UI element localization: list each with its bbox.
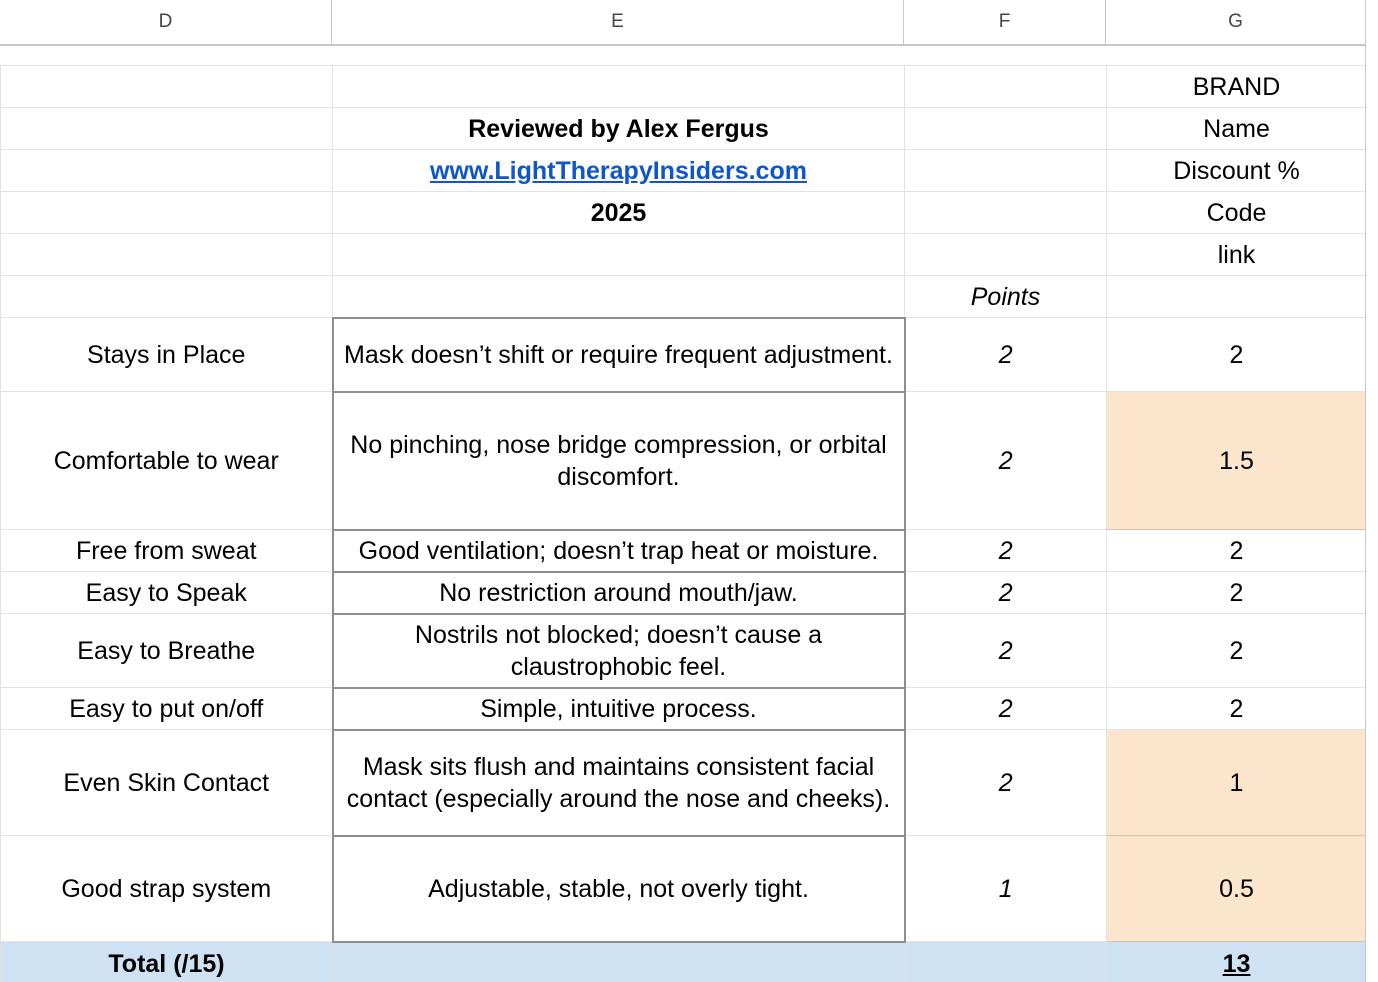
points-cell[interactable]: 2 [905, 730, 1107, 836]
table-row [1, 530, 1367, 572]
table-row [1, 234, 1367, 276]
criterion-cell[interactable]: Good strap system [1, 836, 333, 942]
points-header-cell[interactable]: Points [905, 276, 1107, 318]
column-header-f[interactable]: F [904, 0, 1106, 46]
reviewer-cell[interactable]: Reviewed by Alex Fergus [333, 108, 905, 150]
total-value-cell[interactable] [1107, 942, 1367, 982]
criterion-cell[interactable]: Easy to Speak [1, 572, 333, 614]
cell-f[interactable] [905, 108, 1107, 150]
criterion-cell[interactable]: Easy to Breathe [1, 614, 333, 688]
description-cell[interactable]: Mask sits flush and maintains consistent facial contact (especially around the nose and cheeks). [333, 730, 905, 836]
points-cell[interactable]: 2 [905, 392, 1107, 530]
cell-d[interactable] [1, 192, 333, 234]
score-cell[interactable]: 1 [1107, 730, 1367, 836]
scrollbar-edge[interactable] [1365, 0, 1378, 982]
total-value: 13 [1222, 949, 1251, 978]
criterion-cell[interactable]: Easy to put on/off [1, 688, 333, 730]
table-row [1, 688, 1367, 730]
description-cell[interactable]: No restriction around mouth/jaw. [333, 572, 905, 614]
description-cell[interactable]: Mask doesn’t shift or require frequent adjustment. [333, 318, 905, 392]
column-header-d[interactable]: D [0, 0, 332, 46]
table-row [1, 108, 1367, 150]
points-cell[interactable]: 2 [905, 318, 1107, 392]
score-cell[interactable]: 0.5 [1107, 836, 1367, 942]
cell-d[interactable] [1, 276, 333, 318]
table-row [1, 730, 1367, 836]
total-row [1, 942, 1367, 982]
points-cell[interactable]: 1 [905, 836, 1107, 942]
cell-f[interactable] [905, 150, 1107, 192]
cell-f[interactable] [905, 942, 1107, 982]
table-row [1, 318, 1367, 392]
website-link[interactable]: www.LightTherapyInsiders.com [430, 156, 807, 185]
cell-d[interactable] [1, 234, 333, 276]
name-cell[interactable]: Name [1107, 108, 1367, 150]
table-row [1, 614, 1367, 688]
website-cell[interactable] [333, 150, 905, 192]
score-cell[interactable]: 2 [1107, 530, 1367, 572]
column-header-bar [0, 0, 1378, 46]
description-cell[interactable]: Nostrils not blocked; doesn’t cause a claustrophobic feel. [333, 614, 905, 688]
points-cell[interactable]: 2 [905, 572, 1107, 614]
frozen-row-gap [0, 46, 1378, 66]
rating-table [0, 65, 1367, 982]
cell-f[interactable] [905, 192, 1107, 234]
points-cell[interactable]: 2 [905, 530, 1107, 572]
description-cell[interactable]: Good ventilation; doesn’t trap heat or moisture. [333, 530, 905, 572]
cell-f[interactable] [905, 234, 1107, 276]
cell-f[interactable] [905, 66, 1107, 108]
criterion-cell[interactable]: Comfortable to wear [1, 392, 333, 530]
score-cell[interactable]: 1.5 [1107, 392, 1367, 530]
discount-cell[interactable]: Discount % [1107, 150, 1367, 192]
cell-d[interactable] [1, 108, 333, 150]
link-cell[interactable]: link [1107, 234, 1367, 276]
criterion-cell[interactable]: Free from sweat [1, 530, 333, 572]
cell-d[interactable] [1, 66, 333, 108]
table-row [1, 66, 1367, 108]
table-row [1, 836, 1367, 942]
cell-e[interactable] [333, 942, 905, 982]
cell-d[interactable] [1, 150, 333, 192]
column-header-g[interactable]: G [1106, 0, 1366, 46]
description-cell[interactable]: No pinching, nose bridge compression, or orbital discomfort. [333, 392, 905, 530]
table-row [1, 276, 1367, 318]
table-row [1, 572, 1367, 614]
cell-e[interactable] [333, 66, 905, 108]
code-cell[interactable]: Code [1107, 192, 1367, 234]
score-cell[interactable]: 2 [1107, 572, 1367, 614]
table-row [1, 150, 1367, 192]
cell-e[interactable] [333, 234, 905, 276]
column-header-e[interactable]: E [332, 0, 904, 46]
description-cell[interactable]: Simple, intuitive process. [333, 688, 905, 730]
brand-cell[interactable]: BRAND [1107, 66, 1367, 108]
year-cell[interactable]: 2025 [333, 192, 905, 234]
score-cell[interactable]: 2 [1107, 614, 1367, 688]
cell-g[interactable] [1107, 276, 1367, 318]
points-cell[interactable]: 2 [905, 614, 1107, 688]
description-cell[interactable]: Adjustable, stable, not overly tight. [333, 836, 905, 942]
criterion-cell[interactable]: Even Skin Contact [1, 730, 333, 836]
points-cell[interactable]: 2 [905, 688, 1107, 730]
total-label-cell[interactable]: Total (/15) [1, 942, 333, 982]
table-row [1, 192, 1367, 234]
table-row [1, 392, 1367, 530]
cell-e[interactable] [333, 276, 905, 318]
criterion-cell[interactable]: Stays in Place [1, 318, 333, 392]
score-cell[interactable]: 2 [1107, 318, 1367, 392]
score-cell[interactable]: 2 [1107, 688, 1367, 730]
